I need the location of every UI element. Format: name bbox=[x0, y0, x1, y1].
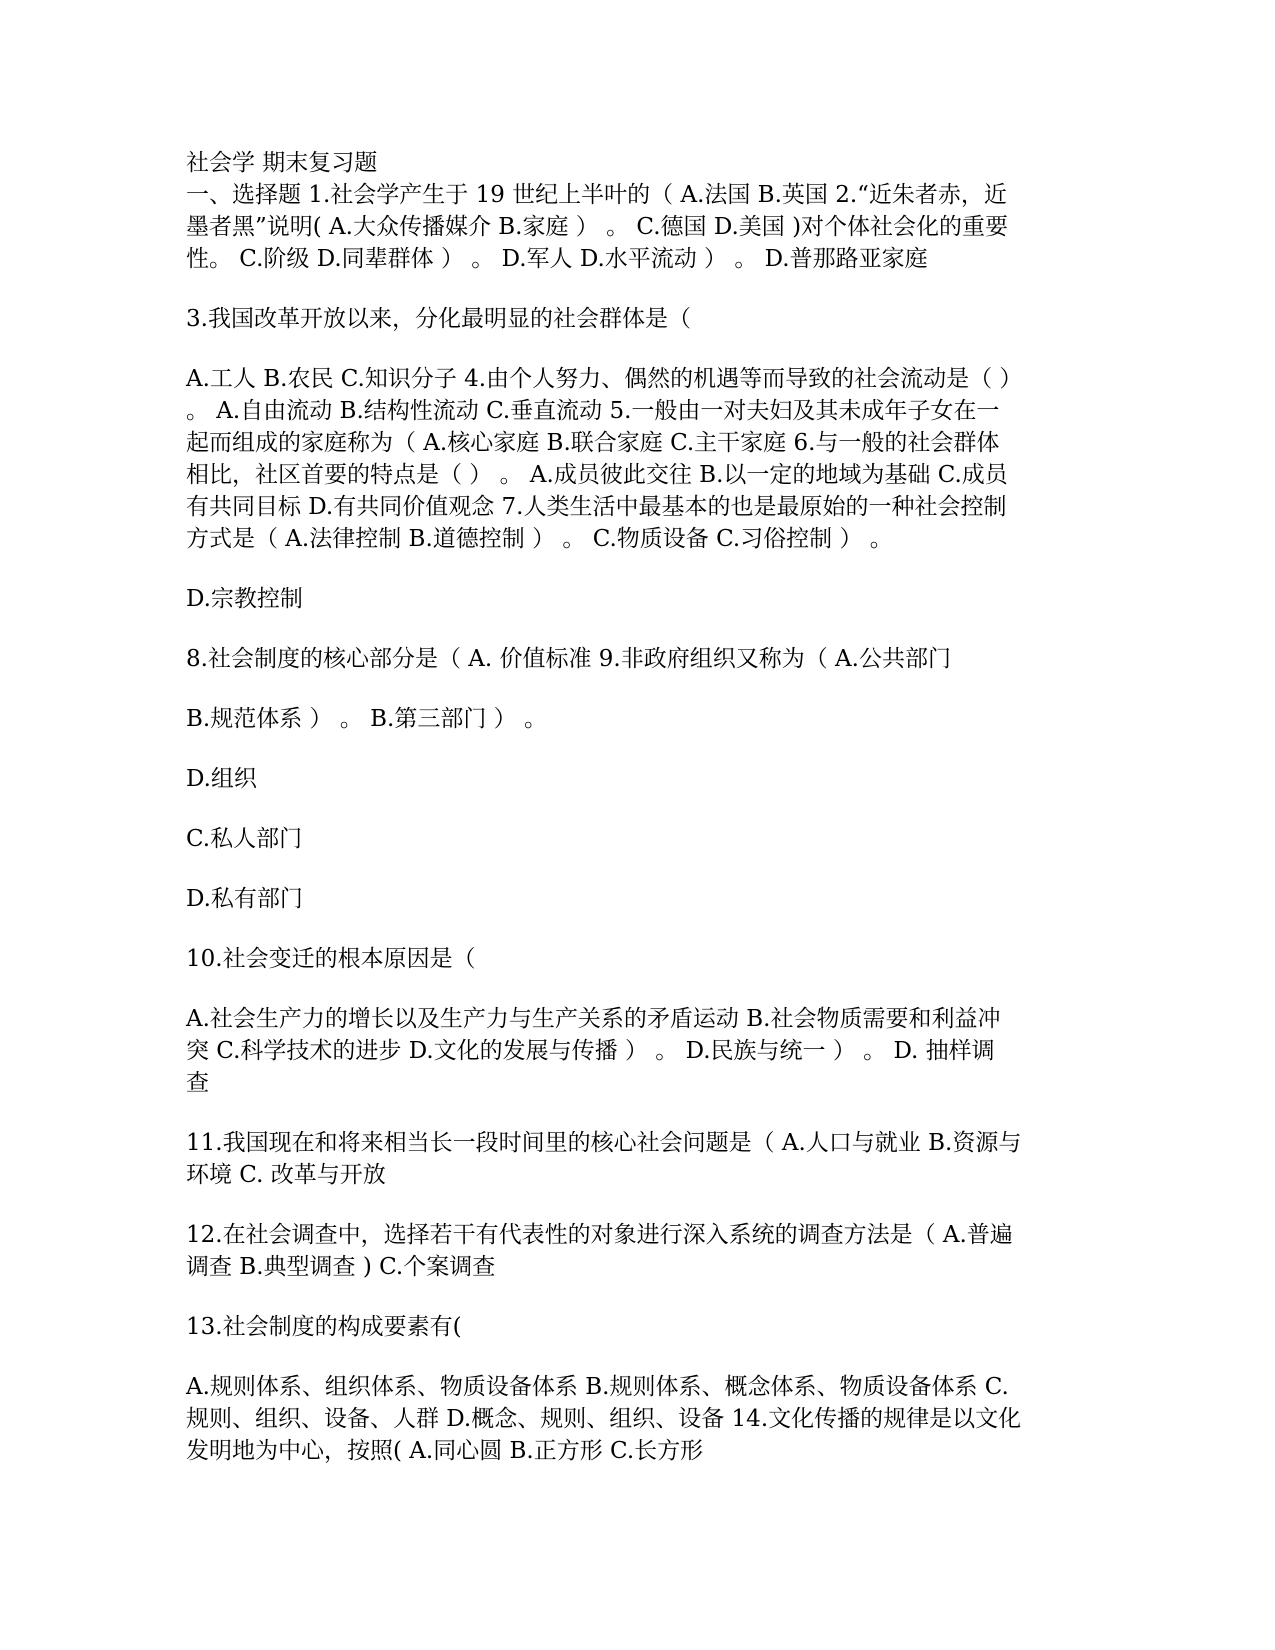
document-page bbox=[186, 147, 1090, 1467]
paragraph-gap bbox=[186, 555, 1090, 583]
text-line: A.规则体系、组织体系、物质设备体系 B.规则体系、概念体系、物质设备体系 C. bbox=[186, 1374, 1009, 1400]
text-line: A.社会生产力的增长以及生产力与生产关系的矛盾运动 B.社会物质需要和利益冲 bbox=[186, 1006, 1001, 1032]
paragraph-gap bbox=[186, 975, 1090, 1003]
document-title: 社会学 期末复习题 bbox=[186, 150, 378, 176]
text-line: 调查 B.典型调查 ) C.个案调查 bbox=[186, 1254, 496, 1280]
text-line: A.工人 B.农民 C.知识分子 4.由个人努力、偶然的机遇等而导致的社会流动是（ ） bbox=[186, 366, 1023, 392]
text-line: D.私有部门 bbox=[186, 886, 303, 912]
text-line: 突 C.科学技术的进步 D.文化的发展与传播 ） 。 D.民族与统一 ） 。 D. 抽样调 bbox=[186, 1038, 995, 1064]
text-line: 8.社会制度的核心部分是（ A. 价值标准 9.非政府组织又称为（ A.公共部门 bbox=[186, 646, 951, 672]
paragraph-gap bbox=[186, 795, 1090, 823]
paragraph-gap bbox=[186, 1283, 1090, 1311]
paragraph-gap bbox=[186, 915, 1090, 943]
text-line: B.规范体系 ） 。 B.第三部门 ） 。 bbox=[186, 706, 547, 732]
paragraph-gap bbox=[186, 275, 1090, 303]
paragraph-gap bbox=[186, 615, 1090, 643]
text-line: 规则、组织、设备、人群 D.概念、规则、组织、设备 14.文化传播的规律是以文化 bbox=[186, 1406, 1022, 1432]
paragraph-gap bbox=[186, 1191, 1090, 1219]
text-line: 环境 C. 改革与开放 bbox=[186, 1162, 386, 1188]
text-line: 10.社会变迁的根本原因是（ bbox=[186, 946, 476, 972]
text-line: 有共同目标 D.有共同价值观念 7.人类生活中最基本的也是最原始的一种社会控制 bbox=[186, 494, 1007, 520]
paragraph-gap bbox=[186, 735, 1090, 763]
text-line: 13.社会制度的构成要素有( bbox=[186, 1314, 462, 1340]
paragraph-gap bbox=[186, 335, 1090, 363]
text-line: 墨者黑”说明( A.大众传播媒介 B.家庭 ） 。 C.德国 D.美国 )对个体社会化的重要 bbox=[186, 214, 1009, 240]
paragraph-gap bbox=[186, 1343, 1090, 1371]
text-line: 。 A.自由流动 B.结构性流动 C.垂直流动 5.一般由一对夫妇及其未成年子女在一 bbox=[186, 398, 1000, 424]
text-line: D.宗教控制 bbox=[186, 586, 303, 612]
paragraph-gap bbox=[186, 675, 1090, 703]
text-line: C.私人部门 bbox=[186, 826, 303, 852]
text-line: 12.在社会调查中，选择若干有代表性的对象进行深入系统的调查方法是（ A.普遍 bbox=[186, 1222, 1013, 1248]
text-line: 相比，社区首要的特点是（ ） 。 A.成员彼此交往 B.以一定的地域为基础 C.成员 bbox=[186, 462, 1008, 488]
text-line: 一、选择题 1.社会学产生于 19 世纪上半叶的（ A.法国 B.英国 2.“近朱者赤，近 bbox=[186, 182, 1007, 208]
text-line: 方式是（ A.法律控制 B.道德控制 ） 。 C.物质设备 C.习俗控制 ） 。 bbox=[186, 526, 893, 552]
text-line: 发明地为中心，按照( A.同心圆 B.正方形 C.长方形 bbox=[186, 1438, 704, 1464]
paragraph-gap bbox=[186, 1099, 1090, 1127]
text-line: D.组织 bbox=[186, 766, 257, 792]
text-line: 11.我国现在和将来相当长一段时间里的核心社会问题是（ A.人口与就业 B.资源与 bbox=[186, 1130, 1022, 1156]
text-line: 起而组成的家庭称为（ A.核心家庭 B.联合家庭 C.主干家庭 6.与一般的社会群体 bbox=[186, 430, 1000, 456]
text-line: 性。 C.阶级 D.同辈群体 ） 。 D.军人 D.水平流动 ） 。 D.普那路亚家庭 bbox=[186, 246, 928, 272]
text-line: 查 bbox=[186, 1070, 209, 1096]
paragraph-gap bbox=[186, 855, 1090, 883]
text-line: 3.我国改革开放以来，分化最明显的社会群体是（ bbox=[186, 306, 691, 332]
